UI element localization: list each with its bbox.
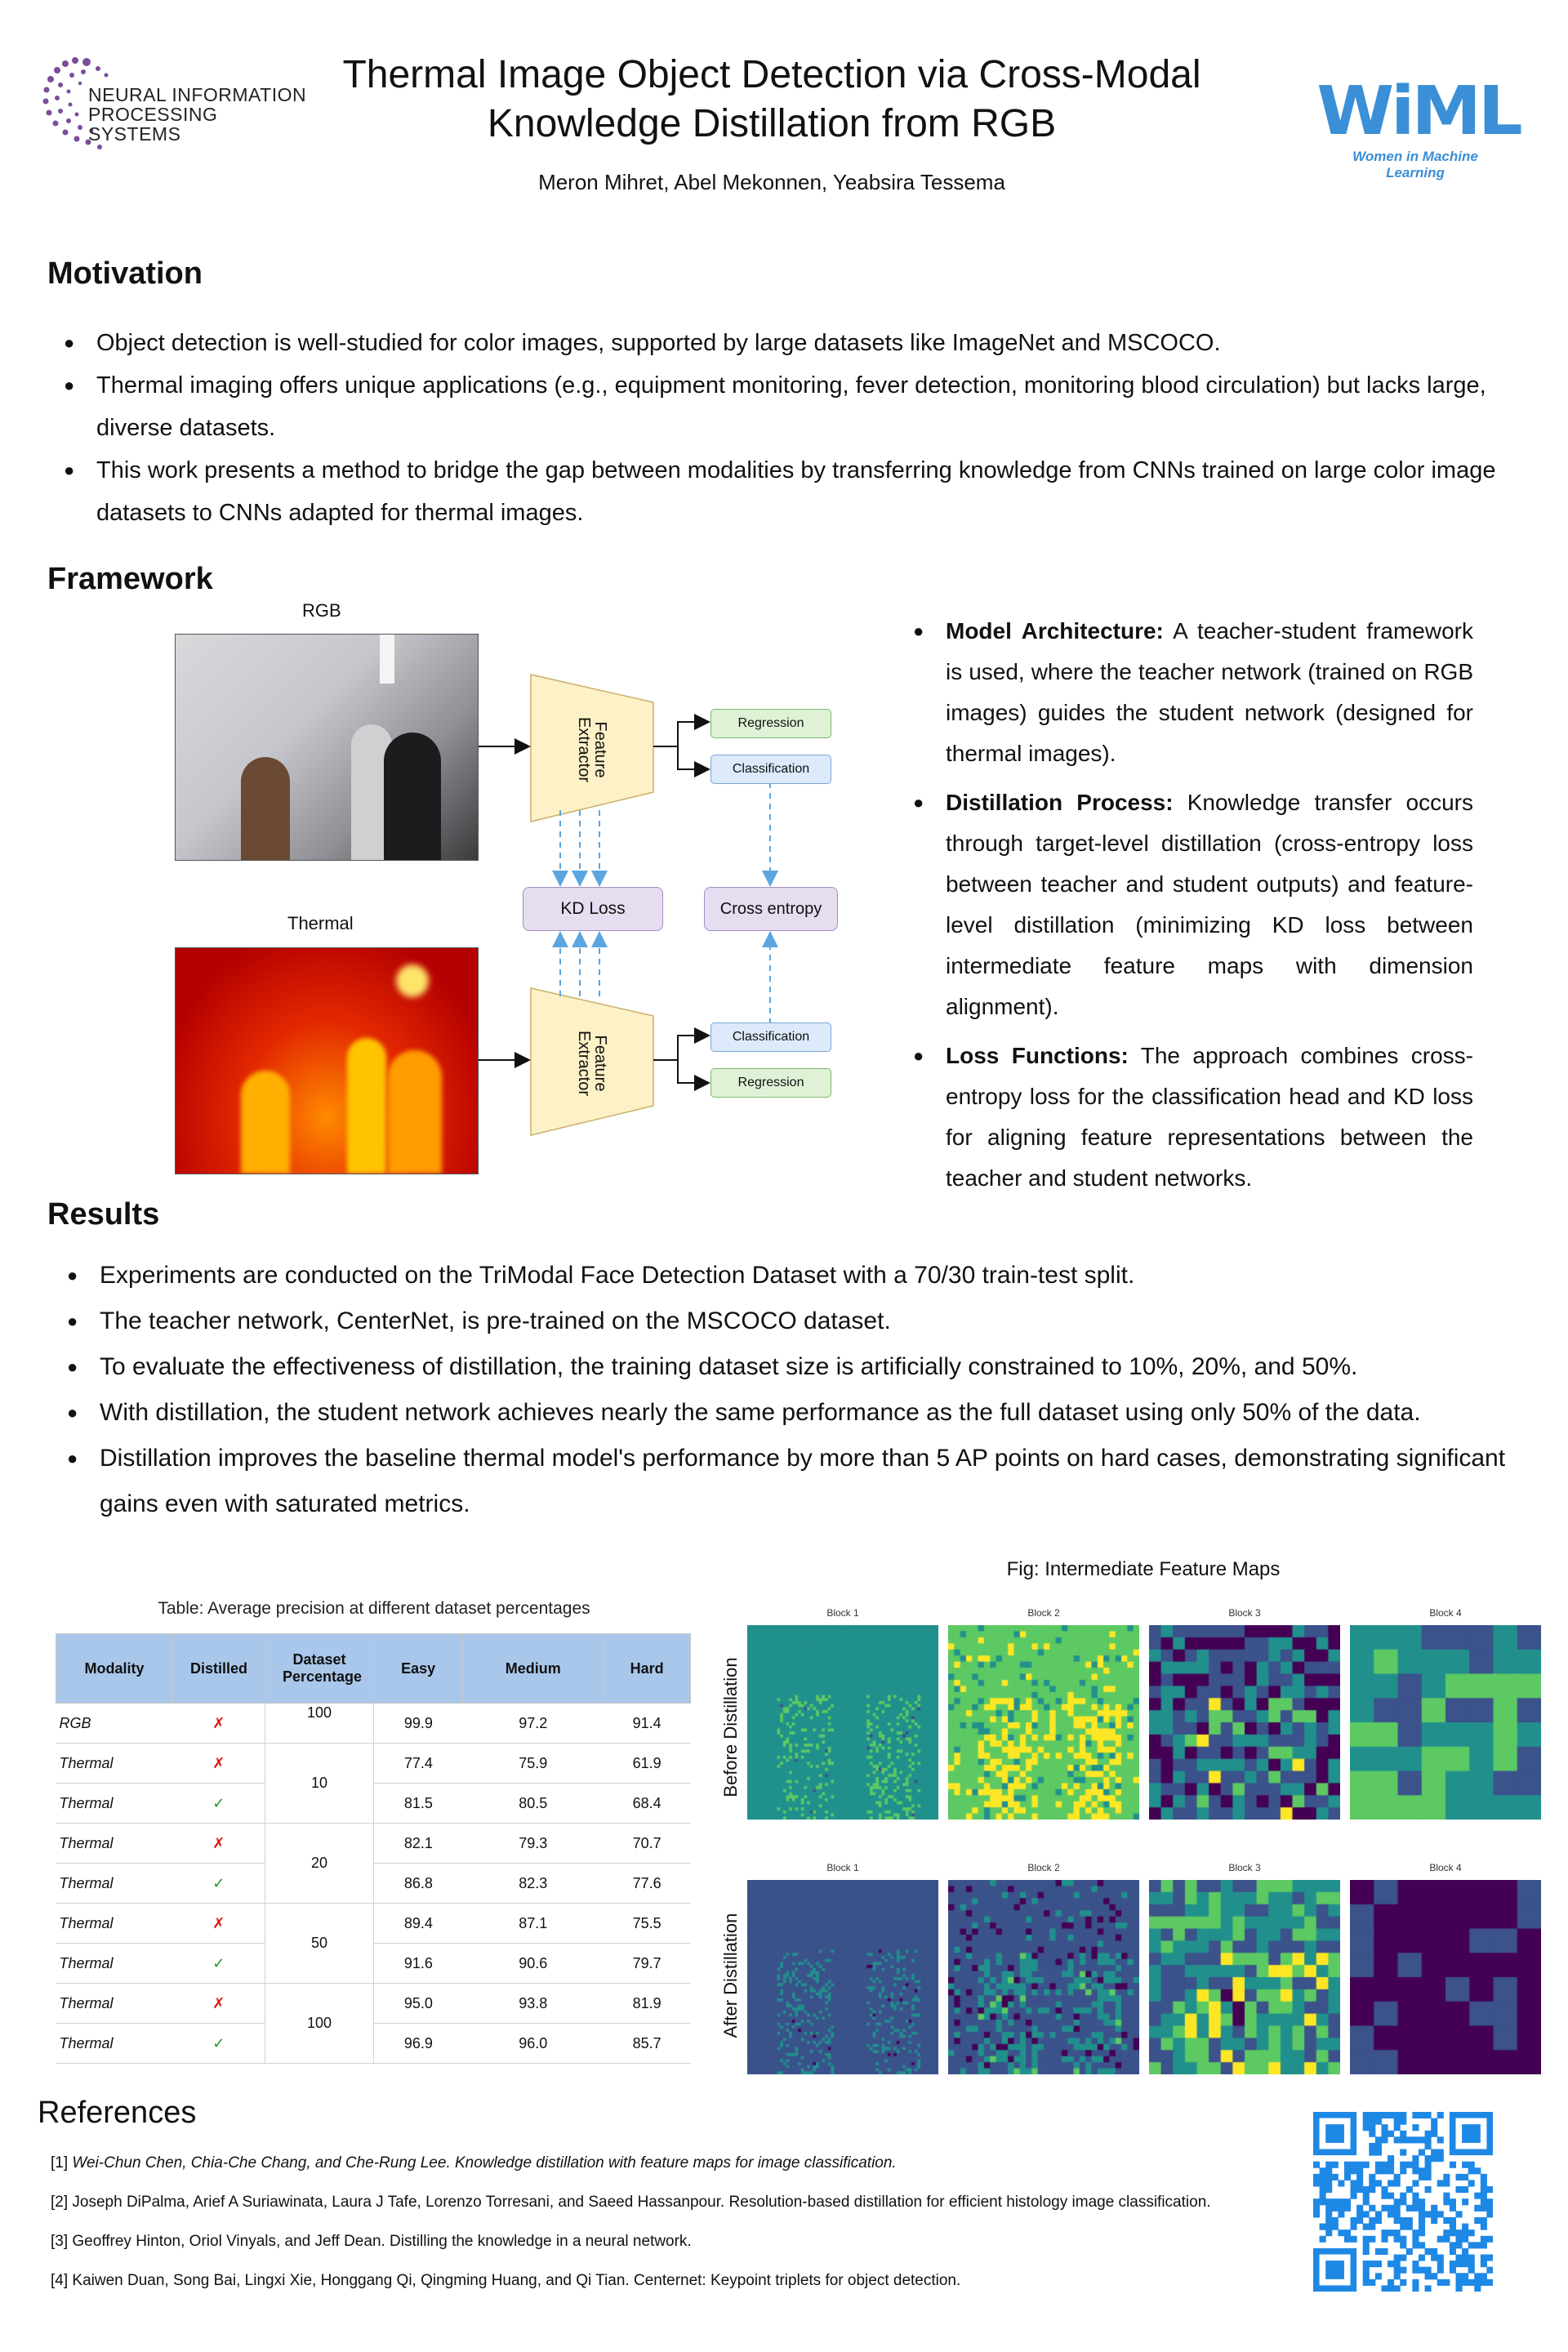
feature-maps-title: Fig: Intermediate Feature Maps [1006, 1558, 1281, 1580]
feature-map-image [948, 1625, 1139, 1820]
cell-medium: 82.3 [463, 1864, 604, 1904]
cell-medium: 96.0 [463, 2024, 604, 2064]
student-classification-box: Classification [710, 1022, 831, 1052]
framework-bullet [897, 1036, 1473, 1199]
table-row [56, 1824, 691, 1864]
block-label: Block 3 [1228, 1862, 1261, 1873]
cell-hard: 68.4 [604, 1784, 691, 1824]
qr-code-icon[interactable] [1313, 2112, 1493, 2292]
cell-easy: 91.6 [374, 1944, 463, 1984]
reference-text: Joseph DiPalma, Arief A Suriawinata, Laura J Tafe, Lorenzo Torresani, and Saeed Hassanpour. Resolution-based distillation for efficient histology image classification. [72, 2194, 1211, 2211]
cell-dataset-pct: 20 [265, 1824, 374, 1904]
table-row [56, 1944, 691, 1984]
student-feature-extractor [576, 1014, 608, 1112]
results-heading: Results [47, 1197, 160, 1232]
motivation-heading: Motivation [47, 256, 203, 291]
neurips-logo [36, 51, 314, 157]
feature-map-image [1149, 1880, 1340, 2074]
cell-modality: Thermal [56, 1784, 173, 1824]
title-line2: Knowledge Distillation from RGB [487, 102, 1057, 145]
poster-title [310, 51, 1233, 149]
cell-hard: 70.7 [604, 1824, 691, 1864]
cell-dataset-pct: 10 [265, 1744, 374, 1824]
cell-modality: Thermal [56, 1824, 173, 1864]
after-label: After Distillation [720, 1913, 741, 2038]
th-easy: Easy [374, 1634, 463, 1704]
check-icon: ✓ [173, 1944, 265, 1984]
references-list [51, 2153, 1276, 2292]
feature-map-image [1350, 1880, 1541, 2074]
cell-medium: 79.3 [463, 1824, 604, 1864]
cross-icon: ✗ [173, 1704, 265, 1744]
rgb-label: RGB [302, 600, 341, 621]
cell-dataset-pct: 100 [265, 1984, 374, 2064]
feature-extractor-label-1: Feature [591, 721, 609, 778]
neurips-logo-line2: PROCESSING SYSTEMS [88, 104, 218, 145]
ap-table [56, 1633, 691, 2064]
block-label: Block 1 [826, 1862, 859, 1873]
framework-bullet [897, 611, 1473, 774]
results-bullet: ● The teacher network, CenterNet, is pre-trained on the MSCOCO dataset. [51, 1298, 1512, 1344]
results-bullet: ● To evaluate the effectiveness of distillation, the training dataset size is artificially constrained to 10%, 20%, and 50%. [51, 1344, 1512, 1390]
teacher-feature-extractor [576, 701, 608, 799]
check-icon: ✓ [173, 1864, 265, 1904]
results-bullet: ● With distillation, the student network achieves nearly the same performance as the full dataset using only 50% of the data. [51, 1390, 1512, 1436]
cell-modality: Thermal [56, 1904, 173, 1944]
motivation-bullet: ● Thermal imaging offers unique applications (e.g., equipment monitoring, fever detection, monitoring blood circulation) but lacks large, diverse datasets. [47, 364, 1509, 449]
block-label: Block 4 [1429, 1862, 1462, 1873]
th-dataset-pct: Dataset Percentage [265, 1634, 374, 1704]
results-list [51, 1253, 1512, 1527]
framework-heading: Framework [47, 562, 213, 596]
cell-medium: 97.2 [463, 1704, 604, 1744]
thermal-label: Thermal [287, 913, 354, 933]
check-icon: ✓ [173, 2024, 265, 2064]
table-row [56, 1784, 691, 1824]
bullet-text: The approach combines cross-entropy loss for the classification head and KD loss for aligning feature representations between the teacher and student networks. [946, 1043, 1473, 1191]
student-regression-box: Regression [710, 1068, 831, 1098]
before-label: Before Distillation [720, 1657, 741, 1797]
cell-modality: Thermal [56, 1864, 173, 1904]
cell-hard: 79.7 [604, 1944, 691, 1984]
table-row [56, 1904, 691, 1944]
bullet-bold: Distillation Process: [946, 790, 1174, 815]
cell-hard: 85.7 [604, 2024, 691, 2064]
feature-extractor-label-1: Feature [591, 1035, 609, 1092]
teacher-regression-box: Regression [710, 709, 831, 738]
framework-diagram [172, 596, 858, 1184]
wiml-logo [1316, 73, 1520, 180]
table-row [56, 1744, 691, 1784]
reference-text: Geoffrey Hinton, Oriol Vinyals, and Jeff Dean. Distilling the knowledge in a neural network. [72, 2233, 692, 2250]
wiml-logo-text: WiML [1316, 73, 1520, 150]
cell-modality: Thermal [56, 1944, 173, 1984]
framework-list [897, 611, 1473, 1207]
kd-loss-box: KD Loss [523, 887, 663, 931]
feature-extractor-label-2: Extractor [575, 716, 593, 783]
bullet-bold: Loss Functions: [946, 1043, 1129, 1068]
cell-dataset-pct: 100 [265, 1704, 374, 1744]
framework-bullet [897, 782, 1473, 1027]
table-row [56, 2024, 691, 2064]
block-label: Block 4 [1429, 1607, 1462, 1619]
cell-hard: 81.9 [604, 1984, 691, 2024]
cell-dataset-pct: 50 [265, 1904, 374, 1984]
th-medium: Medium [463, 1634, 604, 1704]
table-row [56, 1864, 691, 1904]
reference-item: [1] Wei-Chun Chen, Chia-Che Chang, and Che-Rung Lee. Knowledge distillation with feature maps for image classification. [51, 2154, 897, 2172]
cell-medium: 93.8 [463, 1984, 604, 2024]
block-label: Block 2 [1027, 1862, 1060, 1873]
cell-modality: Thermal [56, 1984, 173, 2024]
cell-modality: RGB [56, 1704, 173, 1744]
reference-item: [2] Joseph DiPalma, Arief A Suriawinata, Laura J Tafe, Lorenzo Torresani, and Saeed Hassanpour. Resolution-based distillation for efficient histology image classification. [51, 2194, 1211, 2211]
feature-map-image [1350, 1625, 1541, 1820]
teacher-classification-box: Classification [710, 755, 831, 784]
th-hard: Hard [604, 1634, 691, 1704]
table-caption: Table: Average precision at different dataset percentages [158, 1599, 590, 1618]
cell-modality: Thermal [56, 2024, 173, 2064]
cross-icon: ✗ [173, 1904, 265, 1944]
reference-item: [4] Kaiwen Duan, Song Bai, Lingxi Xie, Honggang Qi, Qingming Huang, and Qi Tian. Centernet: Keypoint triplets for object detection. [51, 2272, 961, 2289]
neurips-logo-line1: NEURAL INFORMATION [88, 84, 307, 105]
bullet-bold: Model Architecture: [946, 618, 1164, 644]
cell-hard: 91.4 [604, 1704, 691, 1744]
results-bullet: ● Distillation improves the baseline thermal model's performance by more than 5 AP points on hard cases, demonstrating significant gains even with saturated metrics. [51, 1436, 1512, 1527]
feature-extractor-label-2: Extractor [575, 1030, 593, 1097]
motivation-list [47, 322, 1509, 534]
feature-map-image [1149, 1625, 1340, 1820]
cell-easy: 77.4 [374, 1744, 463, 1784]
table-header-row [56, 1634, 691, 1704]
reference-text: Wei-Chun Chen, Chia-Che Chang, and Che-Rung Lee. Knowledge distillation with feature maps for image classification. [72, 2154, 897, 2172]
feature-map-image [948, 1880, 1139, 2074]
reference-item: [3] Geoffrey Hinton, Oriol Vinyals, and Jeff Dean. Distilling the knowledge in a neural network. [51, 2233, 692, 2250]
block-label: Block 3 [1228, 1607, 1261, 1619]
bullet-text: Knowledge transfer occurs through target-level distillation (cross-entropy loss between teacher and student outputs) and feature-level distillation (minimizing KD loss between intermediate feature maps with dimension alignment). [946, 790, 1474, 1019]
cross-icon: ✗ [173, 1744, 265, 1784]
block-label: Block 2 [1027, 1607, 1060, 1619]
cell-easy: 95.0 [374, 1984, 463, 2024]
cell-easy: 99.9 [374, 1704, 463, 1744]
cell-medium: 87.1 [463, 1904, 604, 1944]
results-bullet: ● Experiments are conducted on the TriModal Face Detection Dataset with a 70/30 train-test split. [51, 1253, 1512, 1298]
cell-easy: 81.5 [374, 1784, 463, 1824]
th-modality: Modality [56, 1634, 173, 1704]
table-row [56, 1704, 691, 1744]
bullet-text: A teacher-student framework is used, where the teacher network (trained on RGB images) guides the student network (designed for thermal images). [946, 618, 1473, 766]
wiml-tagline: Women in Machine Learning [1352, 149, 1478, 180]
check-icon: ✓ [173, 1784, 265, 1824]
cell-easy: 89.4 [374, 1904, 463, 1944]
feature-maps-grid [747, 1607, 1548, 2073]
cell-medium: 80.5 [463, 1784, 604, 1824]
motivation-bullet: ● Object detection is well-studied for color images, supported by large datasets like ImageNet and MSCOCO. [47, 322, 1509, 364]
reference-text: Kaiwen Duan, Song Bai, Lingxi Xie, Honggang Qi, Qingming Huang, and Qi Tian. Centernet: Keypoint triplets for object detection. [72, 2272, 961, 2289]
cell-easy: 82.1 [374, 1824, 463, 1864]
table-row [56, 1984, 691, 2024]
authors: Meron Mihret, Abel Mekonnen, Yeabsira Tessema [538, 170, 1005, 194]
cross-icon: ✗ [173, 1824, 265, 1864]
cell-easy: 86.8 [374, 1864, 463, 1904]
feature-map-image [747, 1625, 938, 1820]
motivation-bullet: ● This work presents a method to bridge the gap between modalities by transferring knowledge from CNNs trained on large color image datasets to CNNs adapted for thermal images. [47, 449, 1509, 534]
th-distilled: Distilled [173, 1634, 265, 1704]
cell-hard: 75.5 [604, 1904, 691, 1944]
cell-easy: 96.9 [374, 2024, 463, 2064]
cell-hard: 77.6 [604, 1864, 691, 1904]
feature-map-image [747, 1880, 938, 2074]
block-label: Block 1 [826, 1607, 859, 1619]
cell-medium: 90.6 [463, 1944, 604, 1984]
cell-medium: 75.9 [463, 1744, 604, 1784]
cross-icon: ✗ [173, 1984, 265, 2024]
references-heading: References [38, 2096, 197, 2130]
cell-modality: Thermal [56, 1744, 173, 1784]
title-line1: Thermal Image Object Detection via Cross-Modal [342, 53, 1201, 96]
cross-entropy-box: Cross entropy [704, 887, 838, 931]
cell-hard: 61.9 [604, 1744, 691, 1784]
